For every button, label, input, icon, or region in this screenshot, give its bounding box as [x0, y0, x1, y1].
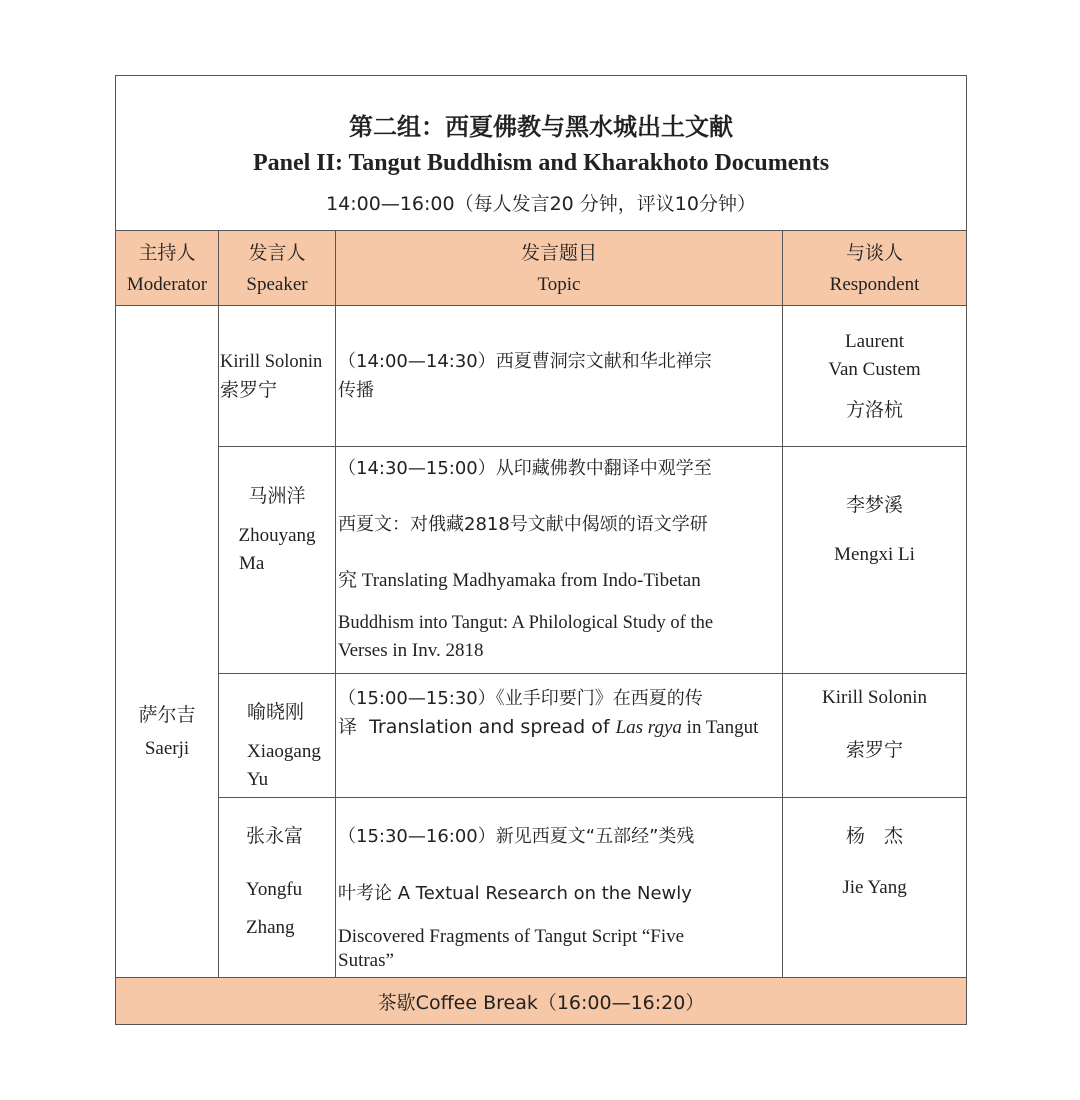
respondent-cn: 索罗宁 — [846, 739, 904, 761]
title-cell — [116, 76, 967, 231]
speaker-en: Yu — [247, 769, 269, 790]
header-moderator — [116, 231, 219, 306]
topic-text: in Tangut — [681, 717, 759, 738]
topic-cell — [336, 798, 783, 978]
speaker-en: Xiaogang — [247, 741, 321, 762]
respondent-cn: 李梦溪 — [846, 494, 904, 516]
schedule-sheet — [115, 75, 966, 1025]
table-row — [116, 447, 967, 674]
topic-cell — [336, 306, 783, 447]
topic-line: 叶考论 A Textual Research on the Newly — [338, 883, 692, 904]
schedule-table — [115, 75, 967, 1025]
speaker-en: Ma — [239, 553, 265, 574]
speaker-cn: 索罗宁 — [220, 379, 278, 401]
speaker-cn: 马洲洋 — [248, 485, 306, 507]
topic-line: 究 Translating Madhyamaka from Indo-Tibetan — [338, 570, 701, 591]
topic-text: 译 Translation and spread of — [338, 716, 616, 738]
moderator-cn: 萨尔吉 — [138, 703, 196, 726]
speaker-cell — [219, 674, 336, 798]
respondent-cell — [783, 674, 967, 798]
topic-line: 传播 — [338, 380, 374, 401]
panel-title-cn: 第二组：西夏佛教与黑水城出土文献 — [349, 112, 734, 141]
speaker-cn: 喻晓刚 — [247, 701, 305, 723]
speaker-en: Kirill Solonin — [220, 352, 323, 372]
table-row — [116, 798, 967, 978]
topic-line: Discovered Fragments of Tangut Script “Five — [338, 926, 685, 947]
topic-line: （14:30—15:00）从印藏佛教中翻译中观学至 — [338, 458, 712, 479]
header-speaker — [219, 231, 336, 306]
respondent-cell — [783, 306, 967, 447]
respondent-en: Mengxi Li — [834, 544, 915, 565]
speaker-cell — [219, 447, 336, 674]
respondent-en: Kirill Solonin — [822, 687, 928, 708]
header-speaker-en: Speaker — [246, 274, 308, 295]
respondent-cn: 杨 杰 — [846, 825, 904, 847]
header-respondent-cn: 与谈人 — [846, 242, 904, 264]
header-moderator-cn: 主持人 — [138, 242, 196, 264]
respondent-en: Jie Yang — [842, 877, 907, 898]
topic-line: （15:30—16:00）新见西夏文“五部经”类残 — [338, 826, 695, 847]
topic-line: （14:00—14:30）西夏曹洞宗文献和华北禅宗 — [338, 351, 712, 372]
coffee-break-label: 茶歇Coffee Break（16:00—16:20） — [116, 978, 967, 1025]
speaker-en: Zhang — [246, 917, 295, 938]
respondent-en: Van Custem — [828, 359, 921, 380]
header-respondent-en: Respondent — [829, 274, 920, 295]
speaker-en: Zhouyang — [238, 525, 316, 546]
title-row — [116, 76, 967, 231]
header-topic — [336, 231, 783, 306]
topic-line: Buddhism into Tangut: A Philological Study of the — [338, 613, 714, 633]
header-respondent — [783, 231, 967, 306]
topic-cell — [336, 447, 783, 674]
moderator-cell — [116, 306, 219, 978]
respondent-cell — [783, 798, 967, 978]
table-row — [116, 306, 967, 447]
speaker-cell — [219, 798, 336, 978]
table-row — [116, 674, 967, 798]
topic-line: Sutras” — [338, 950, 394, 971]
header-topic-cn: 发言题目 — [520, 242, 597, 264]
header-moderator-en: Moderator — [126, 274, 208, 295]
speaker-cell — [219, 306, 336, 447]
speaker-cn: 张永富 — [246, 825, 304, 847]
respondent-cell — [783, 447, 967, 674]
topic-italic-title: Las rgya — [615, 717, 682, 738]
speaker-en: Yongfu — [246, 879, 303, 900]
topic-line: （15:00—15:30）《业手印要门》在西夏的传 — [338, 688, 703, 709]
topic-line: Verses in Inv. 2818 — [338, 640, 484, 661]
topic-line — [338, 713, 780, 742]
respondent-cn: 方洛杭 — [846, 399, 904, 421]
panel-title-en: Panel II: Tangut Buddhism and Kharakhoto Documents — [252, 149, 830, 176]
topic-line: 西夏文：对俄藏2818号文献中偈颂的语文学研 — [338, 514, 708, 535]
coffee-break-row — [116, 978, 967, 1025]
column-header-row — [116, 231, 967, 306]
topic-cell — [336, 674, 783, 798]
respondent-en: Laurent — [844, 331, 905, 352]
header-topic-en: Topic — [537, 274, 581, 295]
moderator-en: Saerji — [144, 737, 190, 759]
header-speaker-cn: 发言人 — [248, 242, 306, 264]
panel-time: 14:00—16:00（每人发言20 分钟，评议10分钟） — [326, 192, 756, 215]
